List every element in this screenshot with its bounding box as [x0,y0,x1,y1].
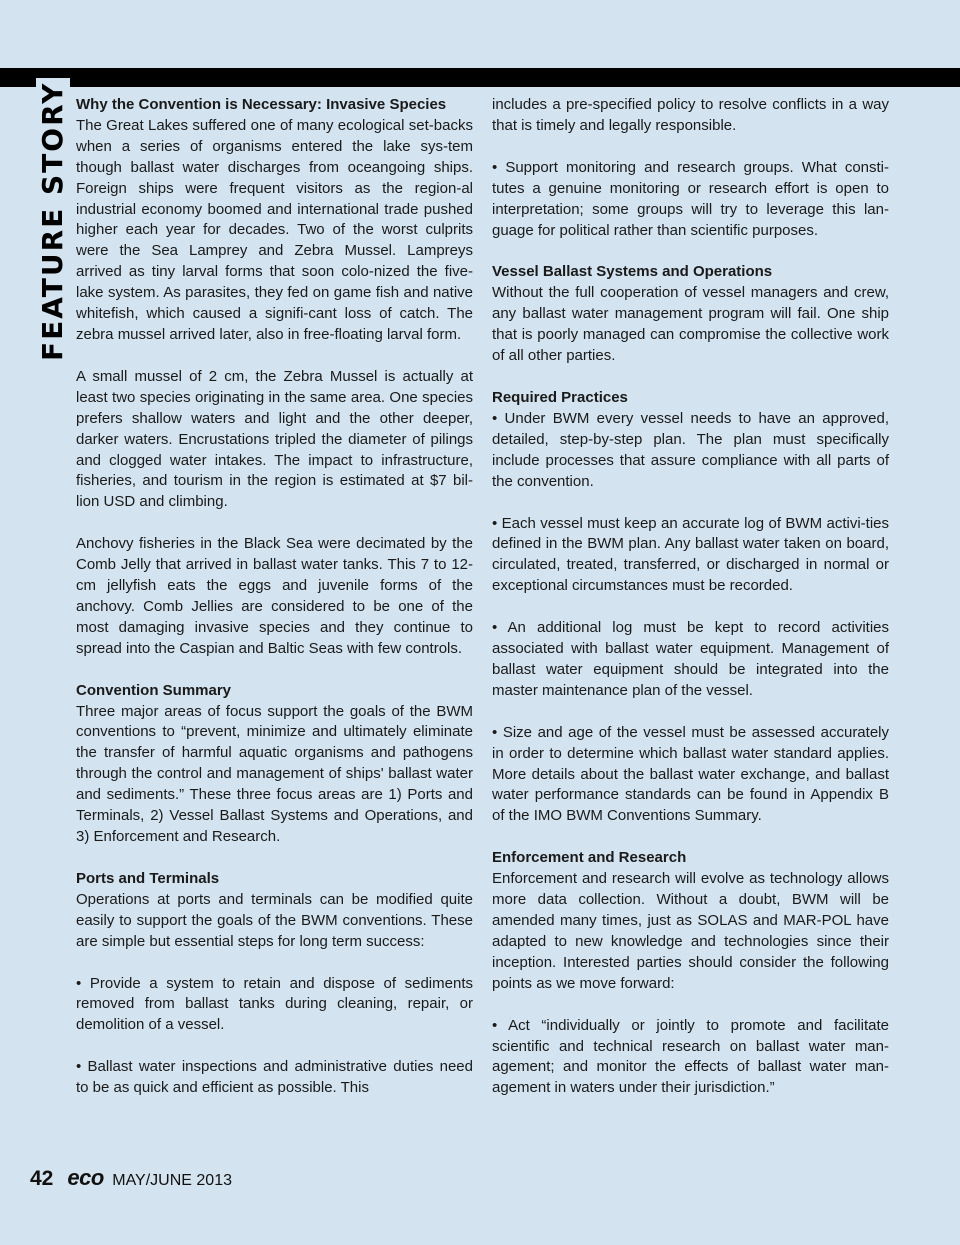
heading-ports-terminals: Ports and Terminals [76,869,220,887]
magazine-logo: eco [67,1165,104,1190]
paragraph-continuation: includes a pre-specified policy to resolve conflicts in a way that is timely and legally responsible. [492,96,889,134]
header-rule [0,68,960,87]
bullet-approved-plan: • Under BWM every vessel needs to have an approved, detailed, step-by-step plan. The plan must specifically include processes that assure compliance with all parts of the convention. [492,409,889,490]
page-footer [30,1165,232,1191]
paragraph-zebra-mussel: A small mussel of 2 cm, the Zebra Mussel is actually at least two species originating in the same area. One species prefers shallow waters and light and the other deeper, darker waters. Encrustations tripled the diameter of pilings and clogged water intakes. The impact to infrastructure, fisheries, and tourism in the region is estimated at $7 bil-lion USD and climbing. [76,367,473,511]
paragraph-vessel-ballast: Without the full cooperation of vessel managers and crew, any ballast water management program will fail. One ship that is poorly managed can compromise the collective work of all other parties. [492,284,889,365]
heading-invasive-species: Why the Convention is Necessary: Invasive Species [76,96,447,113]
bullet-monitoring: • Support monitoring and research groups. What consti-tutes a genuine monitoring or research effort is open to interpretation; some groups will try to leverage this lan-guage for political rather than scientific purposes. [492,158,889,239]
bullet-inspections: • Ballast water inspections and administrative duties need to be as quick and efficient as possible. This [76,1058,473,1097]
right-column [492,95,889,1099]
bullet-size-age: • Size and age of the vessel must be assessed accurately in order to determine which ballast water standard applies. More details about the ballast water exchange, and ballast water performance standards can be found in Appendix B of the IMO BWM Conventions Summary. [492,723,889,825]
paragraph-enforcement: Enforcement and research will evolve as technology allows more data collection. Without a doubt, BWM will be amended many times, just as SOLAS and MAR-POL have adapted to new knowledge and technologies since their inception. Interested parties should consider the following points as we move forward: [492,870,889,992]
issue-date: MAY/JUNE 2013 [112,1172,232,1189]
heading-vessel-ballast: Vessel Ballast Systems and Operations [492,263,773,281]
heading-required-practices: Required Practices [492,388,628,406]
paragraph-convention-summary: Three major areas of focus support the goals of the BWM conventions to “prevent, minimize and ultimately eliminate the transfer of harmful aquatic organisms and pathogens through the control and management of ships' ballast water and sediments.” These three focus areas are 1) Ports and Terminals, 2) Vessel Ballast Systems and Operations, and 3) Enforcement and Research. [76,702,473,845]
paragraph-anchovy: Anchovy fisheries in the Black Sea were decimated by the Comb Jelly that arrived in ballast water tanks. This 7 to 12-cm jellyfish eats the eggs and juvenile forms of the anchovy. Comb Jellies are considered to be one of the most damaging invasive species and they continue to spread into the Caspian and Baltic Seas with few controls. [76,535,473,657]
page-number: 42 [30,1167,54,1190]
paragraph-ports-terminals: Operations at ports and terminals can be modified quite easily to support the goals of the BWM conventions. These are simple but essential steps for long term success: [76,890,473,950]
heading-convention-summary: Convention Summary [76,681,232,699]
heading-enforcement-research: Enforcement and Research [492,849,687,867]
bullet-activity-log: • Each vessel must keep an accurate log of BWM activi-ties defined in the BWM plan. Any ballast water taken on board, circulated, treated, transferred, or discharged in normal or exceptional circumstances must be recorded. [492,514,889,595]
paragraph-great-lakes: The Great Lakes suffered one of many ecological set-backs when a series of organisms entered the lake sys-tem though ballast water discharges from oceangoing ships. Foreign ships were frequent visitors as the region-al industrial economy boomed and international trade pushed higher each year for decades. Two of the worst culprits were the Sea Lamprey and Zebra Mussel. Lampreys arrived as tiny larval forms that soon colo-nized the five-lake system. As parasites, they fed on game fish and native whitefish, which caused a signifi-cant loss of catch. The zebra mussel arrived later, also in free-floating larval form. [76,116,473,343]
left-column [76,95,473,1099]
bullet-act-jointly: • Act “individually or jointly to promote and facilitate scientific and technical research on ballast water man-agement; and monitor the effects of ballast water man-agement in waters under their jurisdiction.” [492,1016,889,1097]
section-label: FEATURE STORY [36,78,70,365]
bullet-sediments: • Provide a system to retain and dispose of sediments removed from ballast tanks during cleaning, repair, or demolition of a vessel. [76,974,473,1034]
bullet-equipment-log: • An additional log must be kept to record activities associated with ballast water equipment. Management of ballast water equipment should be integrated into the master maintenance plan of the vessel. [492,619,889,699]
